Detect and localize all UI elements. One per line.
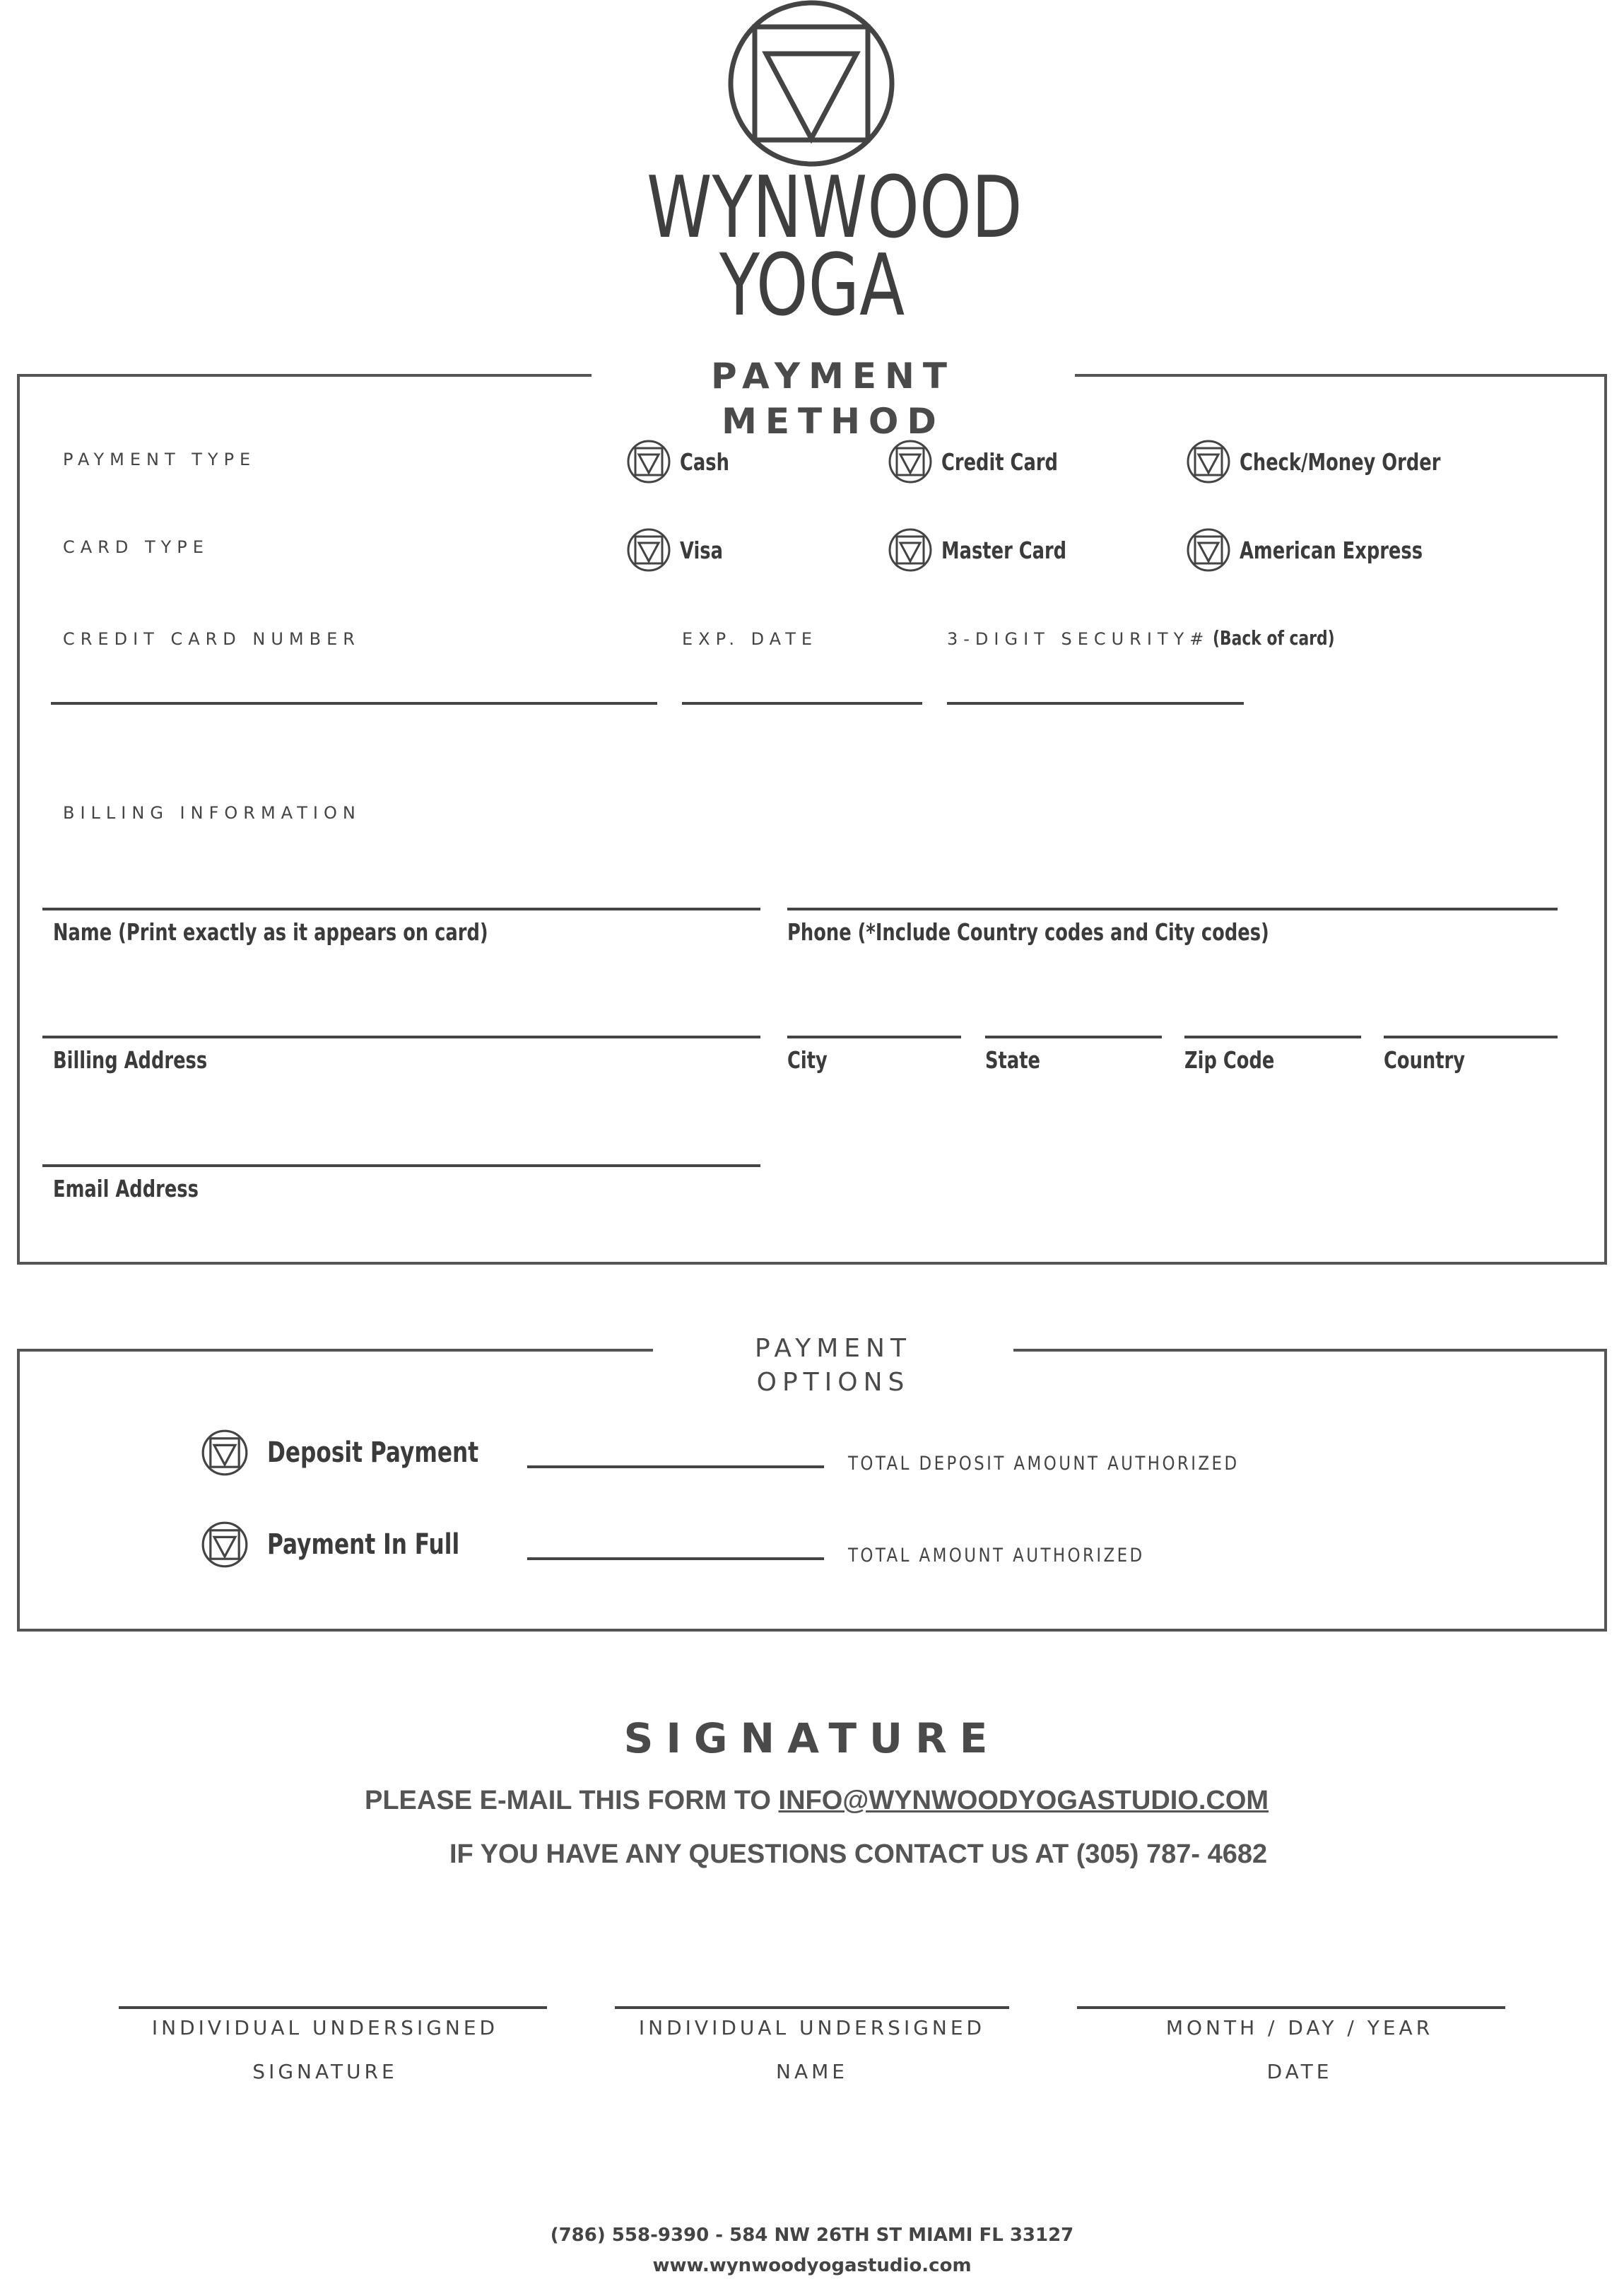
billing-address-field[interactable] [42, 1036, 760, 1038]
option-cash[interactable] [626, 439, 743, 484]
phone-instruction: IF YOU HAVE ANY QUESTIONS CONTACT US AT (305) 787- 4682 [449, 1839, 1268, 1869]
option-master-card-label: Master Card [941, 536, 1067, 564]
footer-address: (786) 558-9390 - 584 NW 26TH ST MIAMI FL 33127 [550, 2225, 1074, 2246]
option-credit-card[interactable] [888, 439, 1090, 484]
signature-label [119, 2006, 531, 2094]
triangle-radio-icon [626, 527, 671, 573]
date-label-line2: DATE [1266, 2060, 1333, 2083]
signature-label-line1: INDIVIDUAL UNDERSIGNED [151, 2016, 499, 2039]
date-label-line1: MONTH / DAY / YEAR [1165, 2016, 1434, 2039]
circle-square-triangle-logo-icon [722, 0, 900, 178]
triangle-radio-icon [201, 1521, 249, 1569]
exp-date-label: EXP. DATE [682, 629, 818, 649]
city-field[interactable] [787, 1036, 961, 1038]
full-total-label: TOTAL AMOUNT AUTHORIZED [848, 1545, 1145, 1566]
zip-field[interactable] [1184, 1036, 1361, 1038]
triangle-radio-icon [1186, 439, 1231, 484]
option-visa-label: Visa [680, 536, 723, 564]
option-american-express-label: American Express [1240, 536, 1423, 564]
email-field[interactable] [42, 1164, 760, 1167]
email-instruction [365, 1786, 1269, 1816]
payment-method-title: PAYMENT METHOD [592, 353, 1075, 444]
option-deposit-payment[interactable] [201, 1429, 539, 1477]
triangle-radio-icon [888, 439, 933, 484]
city-label: City [787, 1046, 828, 1074]
signature-label-line2: SIGNATURE [252, 2060, 398, 2083]
security-label-group [947, 626, 1369, 650]
payment-options-title: PAYMENT OPTIONS [653, 1332, 1013, 1400]
exp-date-field[interactable] [682, 702, 922, 705]
triangle-radio-icon [626, 439, 671, 484]
signature-title: SIGNATURE [623, 1714, 1001, 1762]
billing-info-label: BILLING INFORMATION [63, 803, 361, 823]
phone-field[interactable] [787, 908, 1558, 910]
country-label: Country [1384, 1046, 1466, 1074]
triangle-radio-icon [888, 527, 933, 573]
option-master-card[interactable] [888, 527, 1102, 573]
option-visa[interactable] [626, 527, 735, 573]
deposit-amount-field[interactable] [527, 1465, 824, 1468]
name-label-line1: INDIVIDUAL UNDERSIGNED [638, 2016, 986, 2039]
payment-type-label: PAYMENT TYPE [63, 450, 257, 469]
email-instruction-text: PLEASE E-MAIL THIS FORM TO [365, 1786, 779, 1815]
name-label-line2: NAME [776, 2060, 848, 2083]
state-field[interactable] [985, 1036, 1162, 1038]
country-field[interactable] [1384, 1036, 1558, 1038]
card-type-label: CARD TYPE [63, 537, 209, 557]
date-label [1077, 2006, 1522, 2094]
triangle-radio-icon [201, 1429, 249, 1477]
logo-line-2: YOGA [719, 237, 905, 335]
billing-address-label: Billing Address [53, 1046, 208, 1074]
email-label: Email Address [53, 1175, 199, 1202]
option-check-money-order[interactable] [1186, 439, 1498, 484]
logo [722, 0, 900, 178]
zip-label: Zip Code [1184, 1046, 1275, 1074]
payment-in-full-label: Payment In Full [267, 1528, 460, 1561]
card-number-field[interactable] [51, 702, 657, 705]
full-amount-field[interactable] [527, 1557, 824, 1560]
card-number-label: CREDIT CARD NUMBER [63, 629, 360, 649]
logo-line-1: WYNWOOD [647, 159, 1023, 257]
security-label: 3-DIGIT SECURITY# [947, 629, 1210, 649]
deposit-total-label: TOTAL DEPOSIT AMOUNT AUTHORIZED [848, 1453, 1240, 1475]
option-american-express[interactable] [1186, 527, 1474, 573]
name-field[interactable] [42, 908, 760, 910]
name-label-sig [615, 2006, 1009, 2094]
name-label: Name (Print exactly as it appears on card) [53, 918, 488, 946]
security-note: (Back of card) [1212, 626, 1335, 650]
state-label: State [985, 1046, 1040, 1074]
phone-label: Phone (*Include Country codes and City codes) [787, 918, 1269, 946]
option-payment-in-full[interactable] [201, 1521, 514, 1569]
option-check-money-order-label: Check/Money Order [1240, 447, 1441, 476]
footer-website[interactable]: www.wynwoodyogastudio.com [652, 2255, 972, 2276]
triangle-radio-icon [1186, 527, 1231, 573]
option-credit-card-label: Credit Card [941, 447, 1058, 476]
deposit-payment-label: Deposit Payment [267, 1436, 479, 1469]
email-link[interactable]: INFO@WYNWOODYOGASTUDIO.COM [778, 1786, 1269, 1815]
security-field[interactable] [947, 702, 1244, 705]
option-cash-label: Cash [680, 447, 729, 476]
